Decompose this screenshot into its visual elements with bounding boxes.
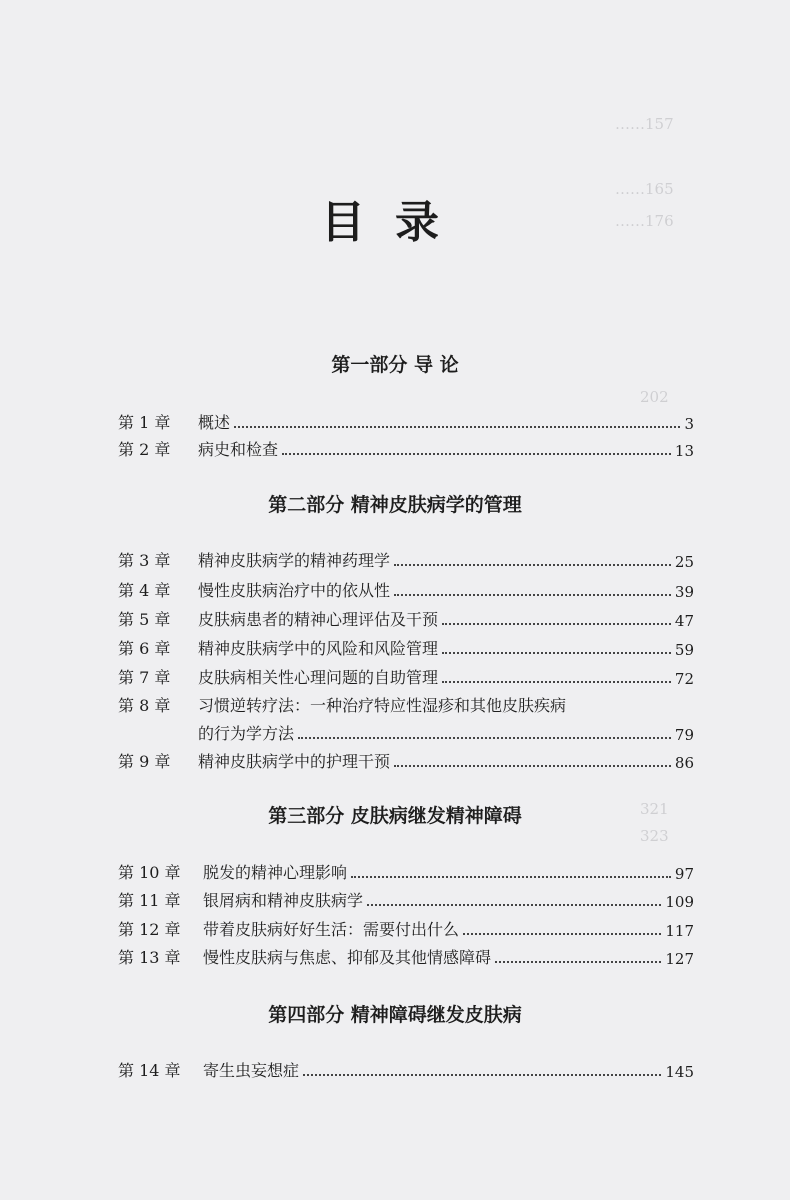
dot-leader: [303, 1074, 661, 1076]
chapter-title: 寄生虫妄想症: [203, 1061, 300, 1080]
toc-entry[interactable]: [118, 633, 694, 659]
show-through-text: 323: [640, 827, 669, 845]
chapter-number: 第 3 章: [118, 551, 171, 570]
chapter-title: 精神皮肤病学的精神药理学: [198, 551, 391, 570]
toc-entry[interactable]: [118, 662, 694, 688]
page-number: 3: [684, 415, 694, 433]
dot-leader: [351, 876, 671, 878]
toc-entry[interactable]: [118, 434, 694, 460]
dot-leader: [394, 594, 671, 596]
dot-leader: [495, 961, 661, 963]
chapter-number: 第 12 章: [118, 920, 181, 939]
chapter-title: 银屑病和精神皮肤病学: [203, 891, 364, 910]
part-heading: 第一部分 导 论: [331, 354, 459, 376]
chapter-title: 精神皮肤病学中的护理干预: [198, 752, 391, 771]
chapter-number: 第 1 章: [118, 413, 171, 432]
dot-leader: [442, 623, 671, 625]
show-through-text: ……157: [615, 115, 674, 133]
part-heading: 第二部分 精神皮肤病学的管理: [268, 494, 522, 516]
dot-leader: [394, 765, 671, 767]
page-number: 59: [674, 641, 694, 659]
chapter-number: 第 14 章: [118, 1061, 181, 1080]
chapter-number: 第 5 章: [118, 610, 171, 629]
page-number: 25: [674, 553, 694, 571]
chapter-title: 病史和检查: [198, 440, 279, 459]
show-through-text: ……165: [615, 180, 674, 198]
toc-entry[interactable]: [118, 857, 694, 883]
dot-leader: [367, 904, 661, 906]
page-number: 79: [674, 726, 694, 744]
chapter-title: 精神皮肤病学中的风险和风险管理: [198, 639, 439, 658]
toc-entry[interactable]: [118, 746, 694, 772]
chapter-number: 第 10 章: [118, 863, 181, 882]
chapter-number: 第 6 章: [118, 639, 171, 658]
page-number: 109: [665, 893, 694, 911]
show-through-text: ……176: [615, 212, 674, 230]
page-number: 47: [674, 612, 694, 630]
chapter-number: 第 9 章: [118, 752, 171, 771]
toc-entry[interactable]: [118, 1055, 694, 1081]
chapter-title: 带着皮肤病好好生活：需要付出什么: [203, 920, 460, 939]
chapter-title: 慢性皮肤病治疗中的依从性: [198, 581, 391, 600]
toc-entry[interactable]: [118, 914, 694, 940]
toc-entry[interactable]: [118, 545, 694, 571]
chapter-title: 脱发的精神心理影响: [203, 863, 348, 882]
chapter-title-continuation: 的行为学方法: [198, 724, 295, 743]
show-through-text: 202: [640, 388, 669, 406]
page-number: 39: [674, 583, 694, 601]
dot-leader: [463, 933, 661, 935]
page-number: 145: [665, 1063, 694, 1081]
chapter-title: 皮肤病相关性心理问题的自助管理: [198, 668, 439, 687]
chapter-number: 第 11 章: [118, 891, 181, 910]
chapter-title: 概述: [198, 413, 231, 432]
dot-leader: [394, 564, 671, 566]
chapter-number: 第 8 章: [118, 696, 171, 715]
chapter-number: 第 13 章: [118, 948, 181, 967]
toc-entry-continuation[interactable]: [198, 718, 694, 744]
page-title: 目录: [321, 197, 469, 248]
page-number: 97: [674, 865, 694, 883]
chapter-title: 慢性皮肤病与焦虑、抑郁及其他情感障碍: [203, 948, 492, 967]
dot-leader: [442, 652, 671, 654]
part-heading: 第三部分 皮肤病继发精神障碍: [268, 805, 522, 827]
show-through-text: 321: [640, 800, 669, 818]
page-number: 86: [674, 754, 694, 772]
toc-entry[interactable]: [118, 942, 694, 968]
page-number: 13: [674, 442, 694, 460]
chapter-title: 习惯逆转疗法：一种治疗特应性湿疹和其他皮肤疾病: [198, 696, 567, 715]
page-number: 72: [674, 670, 694, 688]
chapter-title: 皮肤病患者的精神心理评估及干预: [198, 610, 439, 629]
toc-entry[interactable]: [118, 690, 694, 716]
page-number: 117: [665, 922, 694, 940]
dot-leader: [234, 426, 680, 428]
page-number: 127: [665, 950, 694, 968]
toc-entry[interactable]: [118, 885, 694, 911]
dot-leader: [298, 737, 671, 739]
dot-leader: [282, 453, 671, 455]
toc-entry[interactable]: [118, 575, 694, 601]
toc-entry[interactable]: [118, 604, 694, 630]
chapter-number: 第 2 章: [118, 440, 171, 459]
dot-leader: [442, 681, 671, 683]
chapter-number: 第 4 章: [118, 581, 171, 600]
chapter-number: 第 7 章: [118, 668, 171, 687]
part-heading: 第四部分 精神障碍继发皮肤病: [268, 1004, 522, 1026]
toc-entry[interactable]: [118, 407, 694, 433]
